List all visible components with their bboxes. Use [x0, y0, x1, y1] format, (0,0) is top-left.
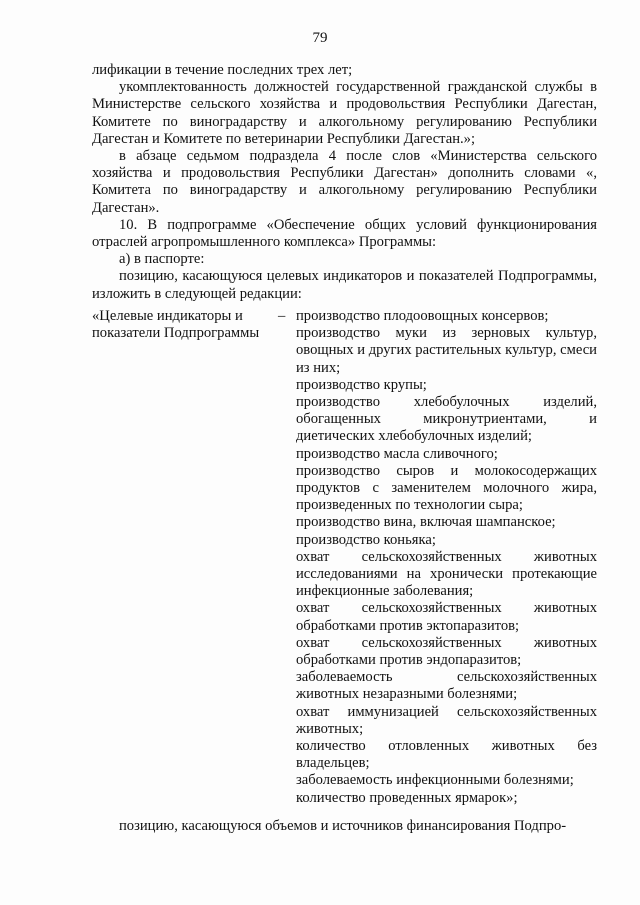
list-item: заболеваемость инфекционными болезнями;: [296, 772, 574, 789]
paragraph: в абзаце седьмом подраздела 4 после слов «Министерства сельского хозяйства и продовольствия Республики Дагестан» дополнить словами «, Комитета по виноградарству и алкогольному регулированию Республики Дагестан».: [92, 148, 597, 216]
list-item: охват иммунизацией сельскохозяйственных животных;: [296, 703, 597, 737]
list-item: производство вина, включая шампанское;: [296, 514, 556, 531]
paragraph: лификации в течение последних трех лет;: [92, 62, 353, 78]
page-number: 79: [312, 30, 328, 46]
paragraph: 10. В подпрограмме «Обеспечение общих условий функционирования отраслей агропромышленного комплекса» Программы:: [92, 216, 597, 251]
list-item: производство крупы;: [296, 376, 427, 393]
list-item: производство хлебобулочных изделий, обогащенных микронутриентами, и диетических хлебобулочных изделий;: [296, 394, 597, 445]
list-item: производство сыров и молокосодержащих продуктов с заменителем молочного жира, произведенных по технологии сыра;: [296, 462, 597, 514]
list-item: количество проведенных ярмарок»;: [296, 789, 518, 806]
list-item: производство коньяка;: [296, 531, 436, 548]
list-item: заболеваемость сельскохозяйственных животных незаразными болезнями;: [296, 669, 597, 703]
footer-line: позицию, касающуюся объемов и источников финансирования Подпро-: [119, 818, 567, 834]
table-dash: –: [278, 308, 286, 324]
body-text: [92, 62, 597, 303]
paragraph: а) в паспорте:: [119, 251, 205, 268]
paragraph: позицию, касающуюся целевых индикаторов и показателей Подпрограммы, изложить в следующей редакции:: [92, 268, 597, 302]
list-item: количество отловленных животных без владельцев;: [296, 738, 597, 772]
list-item: производство муки из зерновых культур, овощных и других растительных культур, смеси из них;: [296, 325, 597, 376]
list-item: охват сельскохозяйственных животных исследованиями на хронически протекающие инфекционные заболевания;: [296, 548, 597, 600]
list-item: производство плодоовощных консервов;: [296, 308, 549, 324]
list-item: производство масла сливочного;: [296, 445, 498, 462]
list-item: охват сельскохозяйственных животных обработками против эндопаразитов;: [296, 634, 597, 669]
list-item: охват сельскохозяйственных животных обработками против эктопаразитов;: [296, 600, 597, 634]
paragraph: укомплектованность должностей государственной гражданской службы в Министерстве сельского хозяйства и продовольствия Республики Дагестан, Комитете по виноградарству и алкогольному регулированию Республики Дагестан и Комитете по ветеринарии Республики Дагестан.»;: [92, 79, 597, 147]
table-left-label: «Целевые индикаторы и показатели Подпрограммы: [92, 308, 260, 342]
indicator-list: [296, 308, 597, 807]
